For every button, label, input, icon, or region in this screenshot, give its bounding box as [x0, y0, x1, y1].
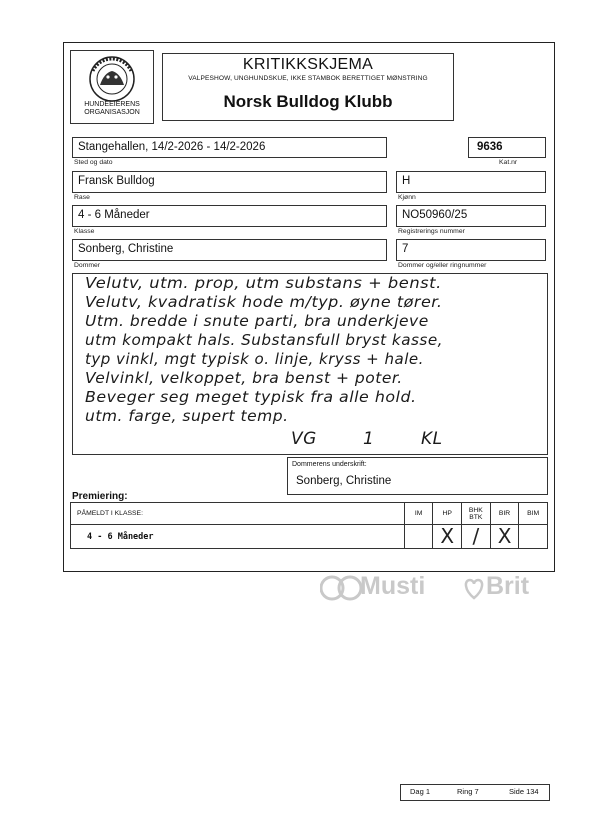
table-row: [71, 525, 548, 549]
brit-heart-icon: [462, 574, 486, 602]
critique-line: Utm. bredde i snute parti, bra underkjeve: [85, 312, 429, 330]
reg-no-label: Registrerings nummer: [398, 228, 465, 235]
logo-caption-line2: ORGANISASJON: [84, 109, 140, 116]
critique-line: Beveger seg meget typisk fra alle hold.: [85, 388, 417, 406]
breed-label: Rase: [74, 194, 90, 201]
signature-label: Dommerens underskrift:: [292, 461, 367, 468]
footer-box: [400, 784, 550, 801]
judge-field[interactable]: Sonberg, Christine: [72, 239, 387, 261]
form-subtitle: VALPESHOW, UNGHUNDSKUE, IKKE STAMBOK BERETTIGET MØNSTRING: [188, 75, 428, 82]
class-label: Klasse: [74, 228, 95, 235]
ring-field[interactable]: 7: [396, 239, 546, 261]
bim-checkbox[interactable]: [519, 525, 548, 549]
breed-field[interactable]: Fransk Bulldog: [72, 171, 387, 193]
venue-date-field[interactable]: Stangehallen, 14/2-2026 - 14/2-2026: [72, 137, 387, 158]
footer-page: Side 134: [509, 787, 539, 796]
musti-name: Musti: [360, 572, 426, 600]
footer-ring: Ring 7: [457, 787, 479, 796]
class-field[interactable]: 4 - 6 Måneder: [72, 205, 387, 227]
catalog-no-field[interactable]: 9636: [468, 137, 546, 158]
signature-box[interactable]: [287, 457, 548, 495]
critique-placement: 1: [363, 429, 375, 449]
col-bhk-label: BHK BTK: [468, 506, 483, 521]
nkk-logo: [70, 50, 154, 124]
venue-date-label: Sted og dato: [74, 159, 113, 166]
critique-class-mark: KL: [421, 429, 443, 449]
sex-label: Kjønn: [398, 194, 416, 201]
reg-no-field[interactable]: NO50960/25: [396, 205, 546, 227]
logo-caption: [71, 101, 153, 117]
footer-day: Dag 1: [410, 787, 431, 796]
hp-checkbox[interactable]: X: [433, 525, 462, 549]
signature-name: Sonberg, Christine: [296, 475, 392, 487]
critique-grade: VG: [291, 429, 317, 449]
catalog-no-label: Kat.nr: [499, 159, 518, 166]
nkk-emblem-icon: [71, 51, 153, 105]
critique-line: Velutv, utm. prop, utm substans + benst.: [85, 274, 442, 292]
critique-area[interactable]: [72, 273, 548, 455]
critique-line: Velvinkl, velkoppet, bra benst + poter.: [85, 369, 403, 387]
brit-name: Brit: [486, 572, 530, 600]
col-im-header: IM: [404, 503, 432, 525]
critique-line: Velutv, kvadratisk hode m/typ. øyne tører.: [85, 293, 443, 311]
bhk-checkbox[interactable]: /: [462, 525, 491, 549]
ring-label: Dommer og/eller ringnummer: [398, 262, 487, 269]
critique-line: utm. farge, supert temp.: [85, 407, 289, 425]
title-block: [162, 53, 454, 121]
sex-field[interactable]: H: [396, 171, 546, 193]
logo-caption-line1: HUNDEEIERENS: [84, 101, 140, 108]
critique-line: utm kompakt hals. Substansfull bryst kasse,: [85, 331, 443, 349]
class-cell: 4 - 6 Måneder: [71, 525, 405, 549]
im-checkbox[interactable]: [404, 525, 432, 549]
col-bhk-header: [462, 503, 491, 525]
bir-checkbox[interactable]: X: [490, 525, 519, 549]
musti-pets-icon: [320, 574, 364, 602]
judge-label: Dommer: [74, 262, 101, 269]
form-title: KRITIKKSKJEMA: [242, 56, 374, 73]
col-hp-header: HP: [433, 503, 462, 525]
club-name: Norsk Bulldog Klubb: [223, 92, 393, 111]
col-class-header: PÅMELDT I KLASSE:: [71, 503, 405, 525]
critique-line: typ vinkl, mgt typisk o. linje, kryss + hale.: [85, 350, 424, 368]
col-bim-header: BIM: [519, 503, 548, 525]
col-bir-header: BIR: [490, 503, 519, 525]
premiering-table: [70, 502, 548, 549]
premiering-heading: Premiering:: [72, 491, 128, 502]
